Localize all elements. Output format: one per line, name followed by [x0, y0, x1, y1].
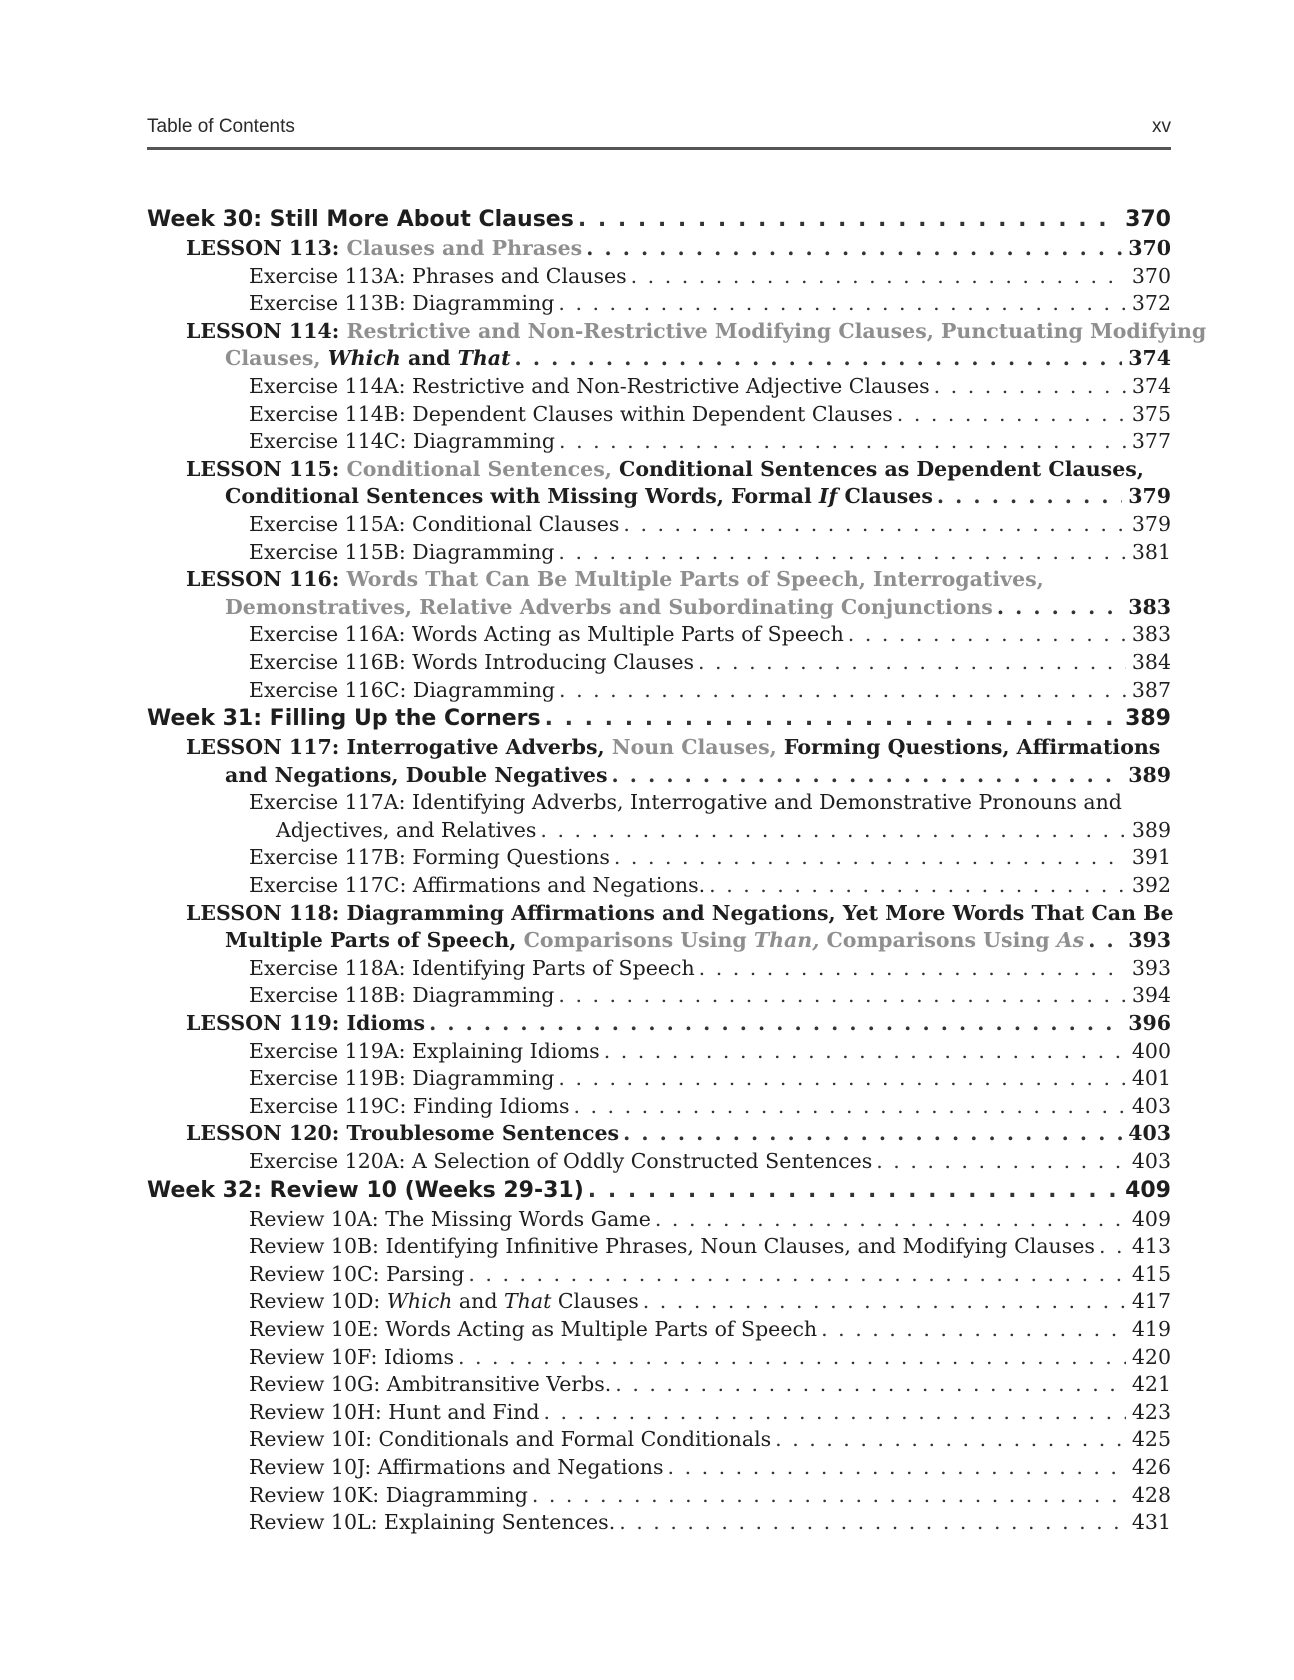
page-number: 403: [1128, 1121, 1171, 1146]
review-10i-entry[interactable]: [147, 1426, 1171, 1454]
lesson-115-entry[interactable]: [147, 456, 1171, 484]
review-title: Review 10H: Hunt and Find: [249, 1399, 544, 1427]
review-10f-entry[interactable]: [147, 1344, 1171, 1372]
running-head: [147, 116, 1171, 140]
lesson-117-entry[interactable]: [147, 734, 1171, 762]
dot-leader: [558, 539, 1125, 567]
dot-leader: [897, 401, 1126, 429]
review-10g-entry[interactable]: [147, 1371, 1171, 1399]
review-10k-entry[interactable]: [147, 1482, 1171, 1510]
dot-leader: [544, 1399, 1126, 1427]
dot-leader: [655, 1206, 1126, 1234]
page-number: 389: [1128, 762, 1171, 787]
page-number: 379: [1128, 484, 1171, 509]
page-number: 389: [1125, 706, 1171, 732]
page-number: 426: [1131, 1454, 1171, 1479]
lesson-title: Words That Can Be Multiple Parts of Speech, Interrogatives,: [346, 567, 1044, 592]
page-number: 377: [1131, 429, 1171, 454]
exercise-title: Exercise 114B: Dependent Clauses within Dependent Clauses: [249, 401, 897, 429]
page-number: 370: [1128, 236, 1171, 260]
page-number: 370: [1131, 263, 1171, 288]
dot-leader: [458, 1344, 1126, 1372]
week-title: Week 32: Review 10 (Weeks 29-31): [147, 1176, 588, 1206]
review-title-which: Which: [386, 1289, 453, 1314]
review-title: Review 10G: Ambitransitive Verbs.: [249, 1371, 615, 1399]
dot-leader: [558, 982, 1125, 1010]
exercise-title: Exercise 113B: Diagramming: [249, 290, 558, 318]
exercise-title: Exercise 116B: Words Introducing Clauses: [249, 649, 698, 677]
lesson-number: LESSON 115:: [186, 456, 340, 481]
lesson-116-entry-cont[interactable]: [147, 594, 1171, 622]
lesson-title-and: and: [407, 346, 451, 371]
review-10l-entry[interactable]: [147, 1509, 1171, 1537]
exercise-title-cont: Adjectives, and Relatives: [276, 817, 540, 845]
running-head-title: Table of Contents: [147, 116, 295, 137]
exercise-title: Exercise 116C: Diagramming: [249, 677, 559, 705]
lesson-113-entry[interactable]: [147, 235, 1171, 263]
exercise-118b-entry[interactable]: [147, 982, 1171, 1010]
review-title: Review 10E: Words Acting as Multiple Parts of Speech: [249, 1316, 821, 1344]
exercise-title: Exercise 120A: A Selection of Oddly Constructed Sentences: [249, 1148, 876, 1176]
lesson-title-clauses: Clauses: [844, 484, 933, 509]
dot-leader: [623, 1120, 1122, 1148]
lesson-title: Clauses and Phrases: [346, 236, 583, 260]
lesson-number: LESSON 114:: [186, 318, 340, 343]
running-head-page-number: xv: [1152, 116, 1171, 137]
lesson-title-as: As: [1056, 928, 1085, 953]
review-title: Review 10C: Parsing: [249, 1261, 468, 1289]
review-title: Review 10L: Explaining Sentences.: [249, 1509, 619, 1537]
page-number: 372: [1131, 291, 1171, 316]
dot-leader: [558, 1065, 1125, 1093]
page-number: 409: [1125, 1177, 1171, 1203]
lesson-title-if: If: [818, 484, 838, 509]
lesson-title-that: That: [457, 346, 511, 371]
exercise-title: Exercise 116A: Words Acting as Multiple Parts of Speech: [249, 621, 848, 649]
dot-leader: [643, 1288, 1126, 1316]
exercise-title: Exercise 117B: Forming Questions: [249, 844, 614, 872]
lesson-title-cont: and Negations, Double Negatives: [225, 762, 612, 790]
page-number: 403: [1131, 1149, 1171, 1173]
dot-leader: [540, 817, 1125, 845]
exercise-117b-entry[interactable]: [147, 844, 1171, 872]
dot-leader: [937, 483, 1122, 511]
page-number: 420: [1131, 1344, 1171, 1369]
page-number: 394: [1131, 983, 1171, 1008]
dot-leader: [698, 649, 1126, 677]
dot-leader: [559, 428, 1126, 456]
dot-leader: [559, 677, 1126, 705]
dot-leader: [709, 872, 1126, 900]
page-number: 384: [1131, 649, 1171, 674]
lesson-number: LESSON 116:: [186, 567, 340, 592]
lesson-title-cont: Demonstratives, Relative Adverbs and Subordinating Conjunctions: [225, 594, 997, 622]
lesson-114-entry-cont[interactable]: [147, 345, 1171, 373]
review-title: Review 10I: Conditionals and Formal Conditionals: [249, 1426, 775, 1454]
review-10e-entry[interactable]: [147, 1316, 1171, 1344]
dot-leader: [604, 1038, 1126, 1066]
lesson-114-entry[interactable]: [147, 318, 1207, 346]
review-title: Review 10J: Affirmations and Negations: [249, 1454, 668, 1482]
review-10b-entry[interactable]: [147, 1233, 1171, 1261]
exercise-title: Exercise 118B: Diagramming: [249, 982, 558, 1010]
lesson-title: Conditional Sentences as Dependent Clauses,: [619, 456, 1144, 481]
exercise-119c-entry[interactable]: [147, 1093, 1171, 1121]
lesson-title: Interrogative Adverbs,: [346, 735, 605, 760]
exercise-title: Exercise 119B: Diagramming: [249, 1065, 558, 1093]
exercise-114c-entry[interactable]: [147, 428, 1171, 456]
exercise-116b-entry[interactable]: [147, 649, 1171, 677]
exercise-title: Exercise 117C: Affirmations and Negations.: [249, 872, 709, 900]
dot-leader: [668, 1454, 1126, 1482]
exercise-117a-entry-cont[interactable]: [147, 817, 1171, 845]
page-number: 403: [1131, 1093, 1171, 1118]
exercise-118a-entry[interactable]: [147, 955, 1171, 983]
dot-leader: [615, 1371, 1126, 1399]
dot-leader: [612, 762, 1123, 790]
lesson-115-entry-cont[interactable]: [147, 483, 1171, 511]
review-title: Review 10D:: [249, 1289, 381, 1314]
dot-leader: [619, 1509, 1126, 1537]
dot-leader: [573, 1093, 1125, 1121]
dot-leader: [429, 1010, 1122, 1038]
exercise-title: Exercise 119A: Explaining Idioms: [249, 1038, 604, 1066]
page-number: 401: [1131, 1066, 1171, 1091]
review-title-and: and: [458, 1289, 498, 1314]
week-title: Week 31: Filling Up the Corners: [147, 704, 545, 734]
page-number: 387: [1131, 677, 1171, 702]
lesson-title-grey-2: Comparisons Using: [826, 928, 1050, 953]
dot-leader: [623, 511, 1125, 539]
lesson-title-cont: Clauses,: [225, 346, 321, 371]
dot-leader: [1099, 1233, 1126, 1261]
review-10h-entry[interactable]: [147, 1399, 1171, 1427]
page-number: 396: [1128, 1011, 1171, 1036]
toc-list: [147, 205, 1207, 1537]
lesson-title-grey: Noun Clauses,: [611, 735, 777, 760]
lesson-title: Troublesome Sentences: [346, 1121, 620, 1146]
dot-leader: [1088, 927, 1122, 955]
page-number: 391: [1131, 845, 1171, 870]
exercise-title: Exercise 118A: Identifying Parts of Speech: [249, 955, 699, 983]
lesson-number: LESSON 118:: [186, 900, 340, 925]
lesson-116-entry[interactable]: [147, 566, 1171, 594]
lesson-title-than: Than,: [753, 928, 820, 953]
page-number: 421: [1131, 1372, 1171, 1397]
page-number: 425: [1131, 1427, 1171, 1452]
page-number: 393: [1128, 928, 1171, 953]
lesson-title: Diagramming Affirmations and Negations, Yet More Words That Can Be: [346, 900, 1174, 925]
lesson-title-rest: Forming Questions, Affirmations: [783, 735, 1161, 760]
exercise-119b-entry[interactable]: [147, 1065, 1171, 1093]
exercise-116a-entry[interactable]: [147, 621, 1171, 649]
week-title: Week 30: Still More About Clauses: [147, 205, 578, 235]
exercise-115b-entry[interactable]: [147, 539, 1171, 567]
lesson-title-grey: Comparisons Using: [523, 928, 747, 953]
lesson-title-grey: Conditional Sentences,: [346, 456, 612, 481]
exercise-title: Exercise 113A: Phrases and Clauses: [249, 263, 631, 291]
dot-leader: [578, 205, 1119, 235]
review-title: Review 10F: Idioms: [249, 1344, 458, 1372]
review-10j-entry[interactable]: [147, 1454, 1171, 1482]
lesson-title-which: Which: [327, 346, 401, 371]
page-number: 392: [1131, 873, 1171, 898]
dot-leader: [821, 1316, 1126, 1344]
week-32-entry[interactable]: [147, 1176, 1171, 1206]
exercise-119a-entry[interactable]: [147, 1038, 1171, 1066]
page-number: 375: [1131, 401, 1171, 426]
exercise-title: Exercise 114C: Diagramming: [249, 428, 559, 456]
dot-leader: [532, 1482, 1126, 1510]
page-number: 417: [1131, 1289, 1171, 1314]
page-number: 393: [1131, 955, 1171, 980]
dot-leader: [699, 955, 1126, 983]
page-number: 383: [1131, 622, 1171, 647]
lesson-118-entry-cont[interactable]: [147, 927, 1171, 955]
lesson-number: LESSON 113:: [186, 236, 340, 260]
page-number: 400: [1131, 1038, 1171, 1063]
exercise-113a-entry[interactable]: [147, 263, 1171, 291]
lesson-title: Idioms: [346, 1011, 426, 1036]
exercise-114b-entry[interactable]: [147, 401, 1171, 429]
exercise-title: Exercise 114A: Restrictive and Non-Restrictive Adjective Clauses: [249, 373, 934, 401]
page-number: 389: [1131, 817, 1171, 842]
dot-leader: [934, 373, 1126, 401]
dot-leader: [586, 235, 1122, 263]
page-number: 374: [1128, 346, 1171, 371]
page-number: 379: [1131, 511, 1171, 536]
dot-leader: [775, 1426, 1126, 1454]
review-title: Review 10K: Diagramming: [249, 1482, 532, 1510]
exercise-114a-entry[interactable]: [147, 373, 1171, 401]
review-10a-entry[interactable]: [147, 1206, 1171, 1234]
lesson-119-entry[interactable]: [147, 1010, 1171, 1038]
lesson-120-entry[interactable]: [147, 1120, 1171, 1148]
page-number: 423: [1131, 1399, 1171, 1424]
exercise-title: Exercise 115A: Conditional Clauses: [249, 511, 623, 539]
exercise-title: Exercise 119C: Finding Idioms: [249, 1093, 573, 1121]
lesson-number: LESSON 120:: [186, 1121, 340, 1146]
exercise-title: Exercise 115B: Diagramming: [249, 539, 558, 567]
dot-leader: [997, 594, 1122, 622]
review-title: Review 10A: The Missing Words Game: [249, 1206, 655, 1234]
lesson-title: Restrictive and Non-Restrictive Modifying Clauses, Punctuating Modifying: [346, 318, 1207, 343]
dot-leader: [631, 263, 1126, 291]
review-title-that: That: [504, 1289, 552, 1314]
page-number: 428: [1131, 1482, 1171, 1507]
week-31-entry[interactable]: [147, 704, 1171, 734]
review-10c-entry[interactable]: [147, 1261, 1171, 1289]
dot-leader: [468, 1261, 1125, 1289]
dot-leader: [588, 1176, 1119, 1206]
page-number: 381: [1131, 539, 1171, 564]
dot-leader: [515, 345, 1123, 373]
page-number: 413: [1131, 1234, 1171, 1259]
lesson-number: LESSON 117:: [186, 735, 340, 760]
exercise-116c-entry[interactable]: [147, 677, 1171, 705]
week-30-entry[interactable]: [147, 205, 1171, 235]
exercise-113b-entry[interactable]: [147, 290, 1171, 318]
lesson-117-entry-cont[interactable]: [147, 762, 1171, 790]
dot-leader: [558, 290, 1125, 318]
page-number: 431: [1131, 1510, 1171, 1535]
exercise-120a-entry[interactable]: [147, 1148, 1171, 1176]
lesson-118-entry[interactable]: [147, 900, 1174, 928]
page-number: 419: [1131, 1316, 1171, 1341]
header-rule: [147, 147, 1171, 150]
page-number: 374: [1131, 373, 1171, 398]
page-number: 370: [1125, 207, 1171, 232]
lesson-number: LESSON 119:: [186, 1011, 340, 1036]
dot-leader: [848, 621, 1126, 649]
page-number: 409: [1131, 1206, 1171, 1231]
page-number: 415: [1131, 1261, 1171, 1286]
exercise-117c-entry[interactable]: [147, 872, 1171, 900]
review-10d-entry[interactable]: [147, 1288, 1171, 1316]
dot-leader: [876, 1148, 1126, 1176]
review-title-clauses: Clauses: [557, 1289, 639, 1314]
page-number: 383: [1128, 594, 1171, 619]
exercise-title: Exercise 117A: Identifying Adverbs, Interrogative and Demonstrative Pronouns and: [249, 790, 1122, 815]
lesson-title-cont: Conditional Sentences with Missing Words, Formal: [225, 484, 812, 509]
dot-leader: [545, 704, 1119, 734]
review-title: Review 10B: Identifying Infinitive Phrases, Noun Clauses, and Modifying Clauses: [249, 1233, 1099, 1261]
dot-leader: [614, 844, 1126, 872]
lesson-title-cont: Multiple Parts of Speech,: [225, 928, 517, 953]
exercise-117a-entry[interactable]: [147, 789, 1171, 817]
exercise-115a-entry[interactable]: [147, 511, 1171, 539]
